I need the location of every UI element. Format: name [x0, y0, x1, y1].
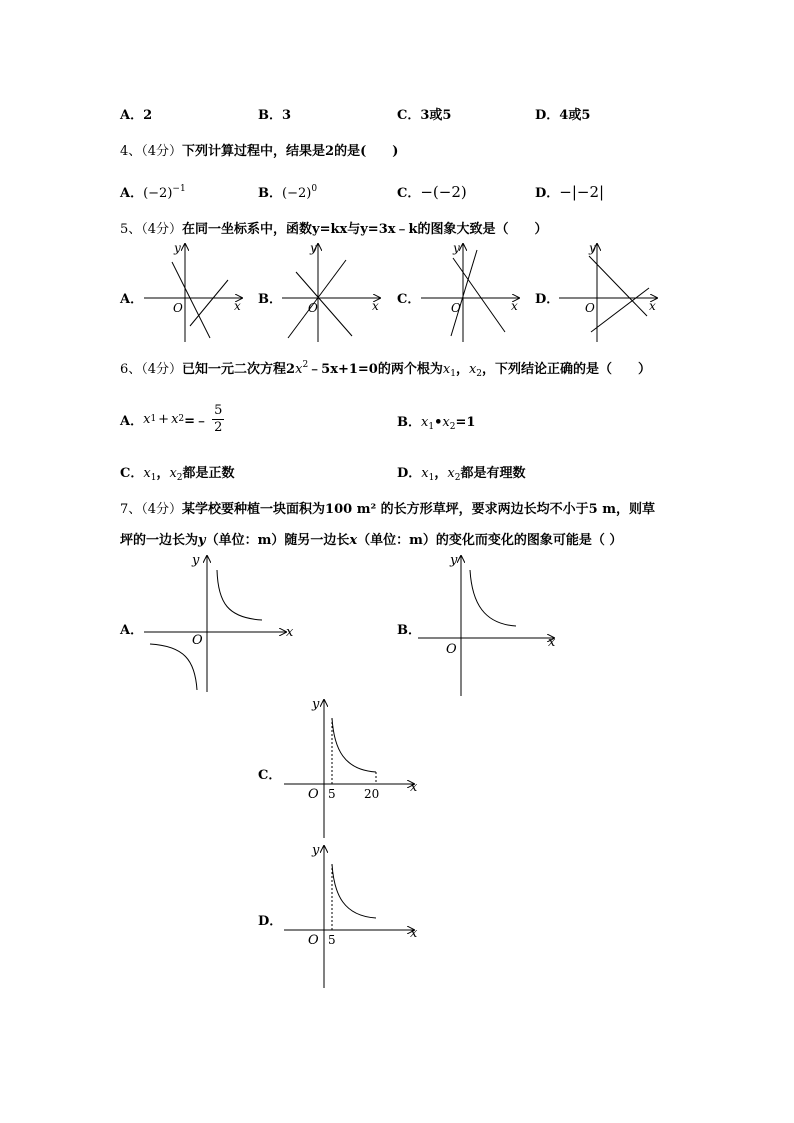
x-label: x — [234, 299, 241, 313]
question-text-a: 已知一元二次方程2 — [182, 362, 296, 377]
x-label: x — [410, 780, 418, 795]
q4-option-d — [535, 182, 604, 201]
x-label: x — [511, 299, 518, 313]
origin-label: O — [308, 933, 319, 948]
question-text-b: ﹣5x+1=0的两个根为 — [308, 362, 443, 377]
text-c: （单位：m）的变化而变化的图象可能是（ ） — [357, 533, 623, 548]
option-expr: (−2) — [282, 186, 312, 201]
y-label: y — [192, 553, 200, 568]
y-label: y — [589, 241, 596, 255]
q7-option-c-letter: C． — [258, 768, 282, 783]
line-1 — [451, 250, 477, 336]
var-x: x — [349, 533, 358, 548]
sub-2: 2 — [449, 422, 456, 432]
line-2 — [190, 280, 228, 326]
sub-1: 1 — [428, 422, 435, 432]
dot: • — [434, 415, 443, 430]
origin-label: O — [192, 633, 203, 648]
q5-option-c-letter: C． — [397, 292, 421, 307]
q5-graph-a — [140, 240, 248, 344]
var-x2: x — [447, 466, 455, 481]
line-1 — [288, 260, 346, 338]
q5-graph-c — [417, 240, 525, 344]
y-label: y — [312, 843, 320, 858]
hyperbola-branch — [332, 864, 376, 918]
var-x2: x — [442, 415, 450, 430]
option-text: 2 — [143, 108, 153, 123]
origin-label: O — [173, 301, 183, 315]
var-x1: x — [143, 466, 151, 481]
y-label: y — [450, 553, 458, 568]
q7-stem-line2 — [120, 529, 622, 548]
var-x2: x — [468, 362, 477, 377]
option-letter: D． — [397, 466, 422, 481]
origin-label: O — [451, 301, 461, 315]
line-2 — [453, 258, 505, 332]
question-prefix: 4、（4分） — [120, 144, 183, 159]
option-letter: A． — [120, 413, 144, 429]
origin-label: O — [308, 787, 319, 802]
comma: ， — [156, 466, 170, 481]
equals: =﹣ — [184, 413, 209, 429]
var-x2: x — [171, 411, 179, 427]
var-x1: x — [442, 362, 451, 377]
x-label: x — [548, 635, 556, 650]
line-1 — [589, 256, 647, 316]
var-x: x — [295, 362, 303, 377]
q6-option-c — [120, 462, 235, 483]
q3-option-c — [397, 104, 451, 123]
rest: 都是有理数 — [460, 466, 526, 481]
option-exponent: 0 — [311, 184, 318, 194]
q6-option-a — [120, 397, 224, 441]
q7-graph-c — [280, 694, 425, 840]
q4-option-a — [120, 182, 186, 201]
option-exponent: −1 — [172, 184, 186, 194]
origin-label: O — [446, 642, 457, 657]
y-label: y — [312, 697, 320, 712]
plus: + — [158, 411, 170, 427]
option-letter: A． — [120, 108, 144, 123]
tick-5: 5 — [328, 933, 336, 947]
q5-option-b-letter: B． — [258, 292, 282, 307]
option-letter: C． — [120, 466, 144, 481]
exponent: 2 — [302, 360, 309, 370]
question-text: 下列计算过程中，结果是2的是( ) — [182, 144, 399, 159]
q3-option-d — [535, 104, 590, 123]
question-text-c: ，下列结论正确的是（ ） — [482, 362, 652, 377]
text-a: 坪的一边长为 — [120, 533, 199, 548]
question-prefix: 6、（4分） — [120, 362, 183, 377]
q4-stem — [120, 140, 398, 159]
var-x1: x — [421, 466, 429, 481]
q7-graph-d — [280, 840, 425, 990]
option-expr: −(−2) — [420, 183, 467, 201]
y-label: y — [453, 241, 460, 255]
sub-1: 1 — [428, 473, 435, 483]
question-text: 在同一坐标系中，函数y=kx与y=3x﹣k的图象大致是（ ） — [182, 222, 548, 237]
q3-option-b — [258, 104, 291, 123]
sub-2: 2 — [178, 414, 185, 424]
text-b: （单位：m）随另一边长 — [205, 533, 350, 548]
denominator: 2 — [214, 419, 223, 435]
option-letter: C． — [397, 108, 421, 123]
hyperbola-branch-2 — [150, 644, 197, 690]
question-prefix: 7、（4分） — [120, 502, 183, 517]
option-text: 3或5 — [420, 108, 452, 123]
option-text: 4或5 — [559, 108, 591, 123]
sub-2: 2 — [454, 473, 461, 483]
origin-label: O — [308, 301, 318, 315]
rest: =1 — [455, 415, 476, 430]
question-prefix: 5、（4分） — [120, 222, 183, 237]
q4-option-c — [397, 182, 467, 201]
tick-20: 20 — [364, 787, 380, 801]
option-expr: −|−2| — [559, 183, 605, 201]
q6-stem — [120, 358, 651, 379]
q5-option-d-letter: D． — [535, 292, 560, 307]
hyperbola-branch — [470, 570, 516, 626]
var-x1: x — [421, 415, 429, 430]
option-letter: C． — [397, 186, 421, 201]
q7-graph-a — [140, 548, 300, 694]
q7-option-d-letter: D． — [258, 914, 283, 929]
q4-option-b — [258, 182, 317, 201]
q7-stem-line1 — [120, 498, 655, 517]
y-label: y — [174, 241, 181, 255]
option-letter: D． — [535, 108, 560, 123]
line-2 — [591, 288, 649, 332]
comma: ， — [455, 362, 469, 377]
var-y: y — [198, 533, 206, 548]
hyperbola-branch — [332, 718, 376, 772]
x-label: x — [372, 299, 379, 313]
option-letter: A． — [120, 186, 144, 201]
numerator: 5 — [214, 402, 223, 418]
option-letter: B． — [258, 186, 282, 201]
sub-2: 2 — [476, 369, 483, 379]
sub-2: 2 — [176, 473, 183, 483]
q6-option-d — [397, 462, 525, 483]
q6-option-b — [397, 411, 475, 432]
hyperbola-branch-1 — [217, 570, 262, 620]
fraction — [212, 403, 224, 436]
q7-option-b-letter: B． — [397, 623, 421, 638]
var-x2: x — [169, 466, 177, 481]
q5-stem — [120, 218, 548, 237]
question-text: 某学校要种植一块面积为100 m² 的长方形草坪，要求两边长均不小于5 m，则草 — [182, 502, 656, 517]
tick-5: 5 — [328, 787, 336, 801]
x-label: x — [649, 299, 656, 313]
y-label: y — [310, 241, 317, 255]
x-label: x — [286, 625, 294, 640]
q3-option-a — [120, 104, 152, 123]
sub-1: 1 — [150, 414, 157, 424]
x-label: x — [410, 926, 418, 941]
q7-graph-b — [414, 548, 564, 698]
option-letter: B． — [397, 415, 421, 430]
var-x1: x — [143, 411, 151, 427]
line-1 — [172, 262, 210, 338]
origin-label: O — [585, 301, 595, 315]
sub-1: 1 — [150, 473, 157, 483]
option-text: 3 — [282, 108, 292, 123]
q5-graph-d — [555, 240, 663, 344]
q5-graph-b — [278, 240, 386, 344]
option-letter: B． — [258, 108, 282, 123]
q5-option-a-letter: A． — [120, 292, 144, 307]
line-2 — [296, 272, 352, 336]
comma: ， — [434, 466, 448, 481]
option-expr: (−2) — [143, 186, 173, 201]
option-letter: D． — [535, 186, 560, 201]
rest: 都是正数 — [182, 466, 235, 481]
sub-1: 1 — [450, 369, 456, 379]
q7-option-a-letter: A． — [120, 623, 144, 638]
